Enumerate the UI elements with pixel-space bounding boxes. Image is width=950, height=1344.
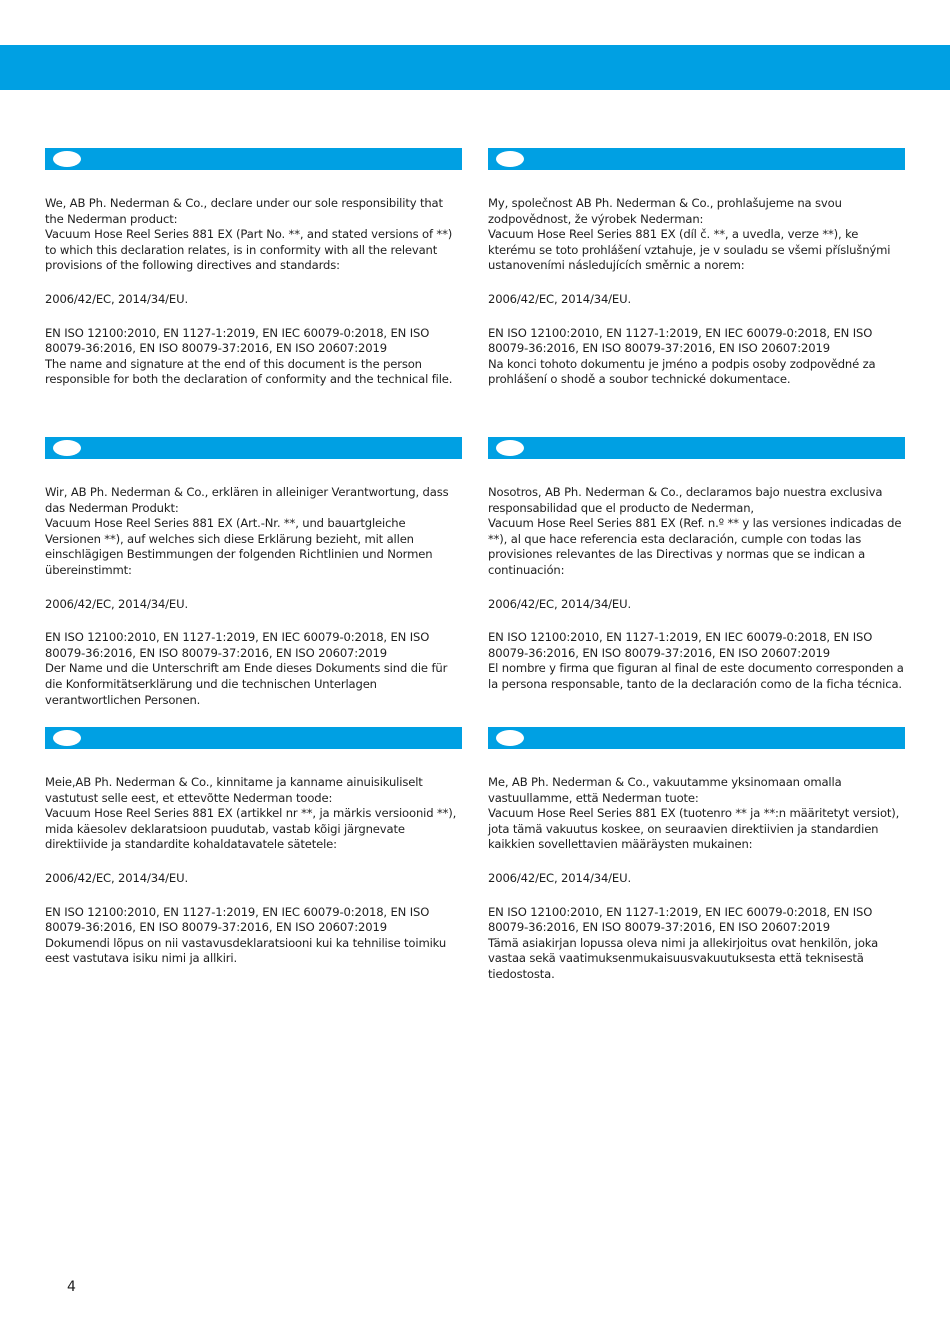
section-header-bar — [45, 437, 462, 459]
language-flag-icon — [496, 151, 524, 167]
section-header-bar — [488, 727, 905, 749]
declaration-standards: EN ISO 12100:2010, EN 1127-1:2019, EN IEC 60079-0:2018, EN ISO 80079-36:2016, EN ISO 80079-37:2016, EN ISO 20607:2019 — [488, 630, 873, 660]
section-header-bar — [45, 727, 462, 749]
section-header-bar — [45, 148, 462, 170]
declaration-intro: Wir, AB Ph. Nederman & Co., erklären in alleiniger Verantwortung, dass das Nederman Produkt: — [45, 485, 449, 515]
language-flag-icon — [53, 440, 81, 456]
declaration-intro: Nosotros, AB Ph. Nederman & Co., declaramos bajo nuestra exclusiva responsabilidad que el producto de Nederman, — [488, 485, 883, 515]
declaration-section-en — [45, 148, 462, 388]
declaration-responsibility: El nombre y firma que figuran al final de este documento corresponden a la persona responsable, tanto de la declaración como de la ficha técnica. — [488, 661, 904, 691]
section-header-bar — [488, 148, 905, 170]
declaration-responsibility: Dokumendi lõpus on nii vastavusdeklaratsiooni kui ka tehnilise toimiku eest vastutava isiku nimi ja allkiri. — [45, 935, 447, 966]
declaration-section-cs — [488, 148, 905, 388]
declaration-text — [45, 196, 462, 388]
language-flag-icon — [496, 730, 524, 746]
declaration-directives: 2006/42/EC, 2014/34/EU. — [45, 291, 188, 306]
declaration-directives: 2006/42/EC, 2014/34/EU. — [488, 291, 631, 306]
declaration-text — [488, 485, 905, 693]
page-number: 4 — [67, 1279, 76, 1295]
declaration-directives: 2006/42/EC, 2014/34/EU. — [488, 870, 631, 885]
declaration-standards: EN ISO 12100:2010, EN 1127-1:2019, EN IEC 60079-0:2018, EN ISO 80079-36:2016, EN ISO 80079-37:2016, EN ISO 20607:2019 — [45, 630, 430, 660]
declaration-responsibility: Na konci tohoto dokumentu je jméno a podpis osoby zodpovědné za prohlášení o shodě a soubor technické dokumentace. — [488, 356, 876, 387]
declaration-standards: EN ISO 12100:2010, EN 1127-1:2019, EN IEC 60079-0:2018, EN ISO 80079-36:2016, EN ISO 80079-37:2016, EN ISO 20607:2019 — [45, 325, 430, 356]
language-flag-icon — [53, 151, 81, 167]
declaration-section-de — [45, 437, 462, 708]
declaration-product: Vacuum Hose Reel Series 881 EX (Ref. n.º ** y las versiones indicadas de **), al que hace referencia esta declaración, cumple con todas las provisiones relevantes de las Directivas y normas que se indican a continuación: — [488, 516, 902, 577]
declaration-responsibility: The name and signature at the end of this document is the person responsible for both the declaration of conformity and the technical file. — [45, 356, 453, 387]
declaration-standards: EN ISO 12100:2010, EN 1127-1:2019, EN IEC 60079-0:2018, EN ISO 80079-36:2016, EN ISO 80079-37:2016, EN ISO 20607:2019 — [488, 325, 873, 356]
declaration-directives: 2006/42/EC, 2014/34/EU. — [45, 870, 188, 885]
declaration-text — [488, 775, 905, 983]
header-band — [0, 45, 950, 90]
declaration-responsibility: Der Name und die Unterschrift am Ende dieses Dokuments sind die für die Konformitätserklärung und die technischen Unterlagen verantwortlichen Personen. — [45, 661, 448, 707]
language-flag-icon — [496, 440, 524, 456]
declaration-responsibility: Tämä asiakirjan lopussa oleva nimi ja allekirjoitus ovat henkilön, joka vastaa sekä vaatimuksenmukaisuusvakuutuksesta että teknisestä tiedostosta. — [488, 935, 879, 981]
declaration-product: Vacuum Hose Reel Series 881 EX (tuotenro ** ja **:n määritetyt versiot), jota tämä vakuutus koskee, on seuraavien direktiivien ja standardien kaikkien sovellettavien määräysten mukainen: — [488, 806, 900, 852]
section-header-bar — [488, 437, 905, 459]
declaration-product: Vacuum Hose Reel Series 881 EX (Art.-Nr. **, und bauartgleiche Versionen **), auf welches sich diese Erklärung bezieht, mit allen einschlägigen Bestimmungen der folgenden Richtlinien und Normen übereinstimmt: — [45, 516, 433, 577]
declaration-standards: EN ISO 12100:2010, EN 1127-1:2019, EN IEC 60079-0:2018, EN ISO 80079-36:2016, EN ISO 80079-37:2016, EN ISO 20607:2019 — [488, 904, 873, 935]
declaration-intro: Me, AB Ph. Nederman & Co., vakuutamme yksinomaan omalla vastuullamme, että Nederman tuote: — [488, 775, 842, 805]
declaration-directives: 2006/42/EC, 2014/34/EU. — [488, 596, 631, 611]
declaration-text — [45, 775, 462, 967]
declaration-intro: My, společnost AB Ph. Nederman & Co., prohlašujeme na svou zodpovědnost, že výrobek Nederman: — [488, 196, 842, 226]
declaration-intro: We, AB Ph. Nederman & Co., declare under our sole responsibility that the Nederman product: — [45, 196, 443, 226]
declaration-section-et — [45, 727, 462, 967]
declaration-product: Vacuum Hose Reel Series 881 EX (díl č. **, a uvedla, verze **), ke kterému se toto prohlášení vztahuje, je v souladu se všemi příslušnými ustanoveními následujících směrnic a norem: — [488, 227, 891, 273]
declaration-product: Vacuum Hose Reel Series 881 EX (artikkel nr **, ja märkis versioonid **), mida käesolev deklaratsioon puudutab, vastab kõigi järgnevate direktiivide ja standardite kohaldatavatele sätetele: — [45, 806, 457, 852]
declaration-text — [488, 196, 905, 388]
declaration-directives: 2006/42/EC, 2014/34/EU. — [45, 596, 188, 611]
declaration-section-fi — [488, 727, 905, 983]
declaration-section-es — [488, 437, 905, 693]
declaration-intro: Meie,AB Ph. Nederman & Co., kinnitame ja kanname ainuisikuliselt vastutust selle eest, et ettevõtte Nederman toode: — [45, 775, 423, 805]
declaration-text — [45, 485, 462, 708]
declaration-product: Vacuum Hose Reel Series 881 EX (Part No. **, and stated versions of **) to which this declaration relates, is in conformity with all the relevant provisions of the following directives and standards: — [45, 227, 453, 273]
language-flag-icon — [53, 730, 81, 746]
declaration-standards: EN ISO 12100:2010, EN 1127-1:2019, EN IEC 60079-0:2018, EN ISO 80079-36:2016, EN ISO 80079-37:2016, EN ISO 20607:2019 — [45, 904, 430, 935]
